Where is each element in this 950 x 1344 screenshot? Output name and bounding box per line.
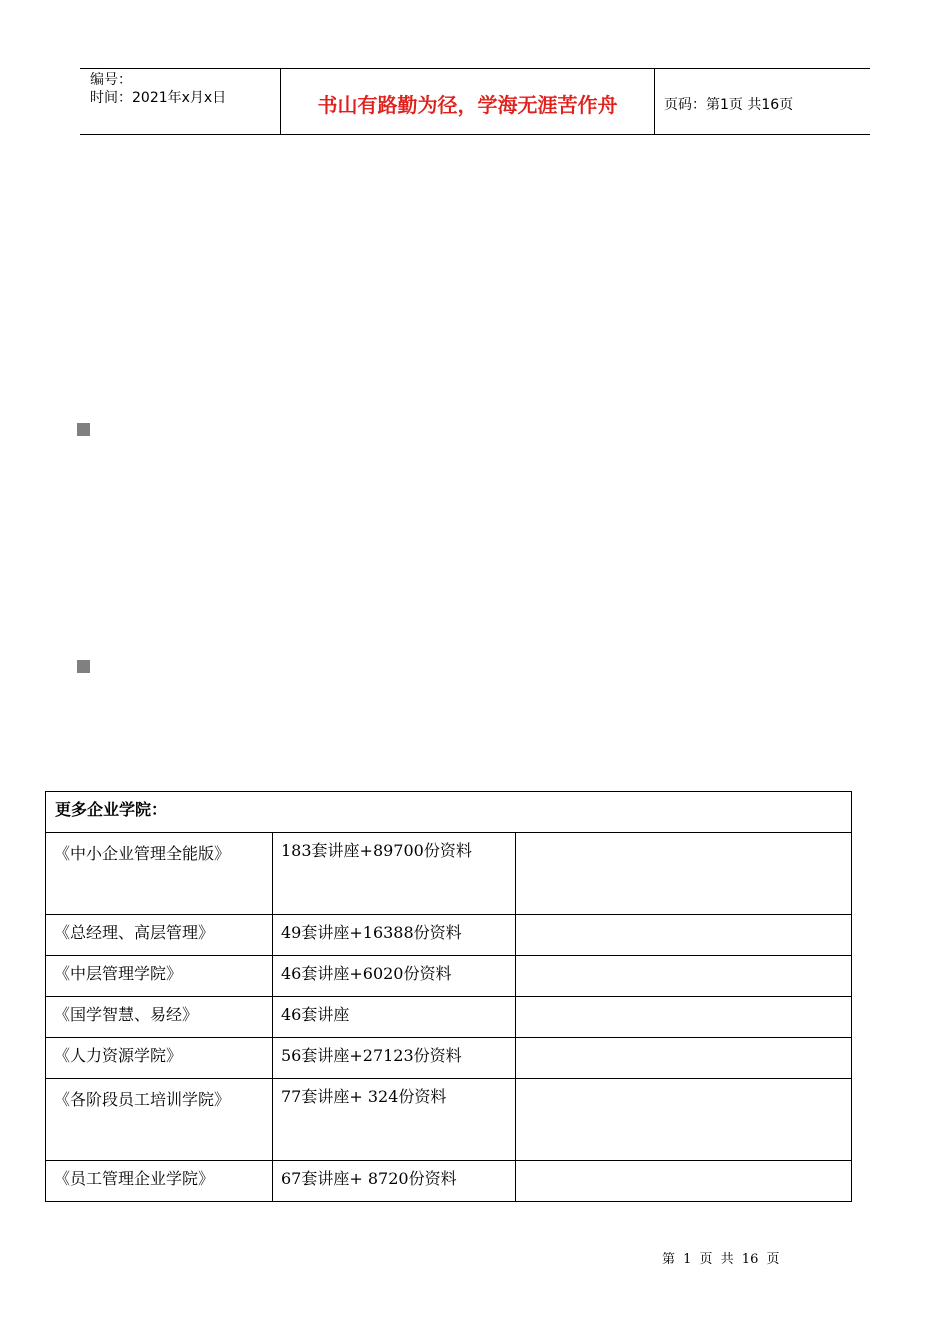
- table-row: [46, 1161, 852, 1202]
- header-motto: 书山有路勤为径，学海无涯苦作舟: [281, 69, 655, 134]
- course-count: 183套讲座+89700份资料: [273, 833, 516, 915]
- course-count: 46套讲座: [273, 997, 516, 1038]
- course-name: 《总经理、高层管理》: [46, 915, 273, 956]
- course-name: 《员工管理企业学院》: [46, 1161, 273, 1202]
- course-note: [516, 1161, 852, 1202]
- document-number-label: 编号：: [90, 72, 132, 88]
- course-count: 67套讲座+ 8720份资料: [273, 1161, 516, 1202]
- table-row: [46, 1038, 852, 1079]
- course-count: 56套讲座+27123份资料: [273, 1038, 516, 1079]
- course-name: 《人力资源学院》: [46, 1038, 273, 1079]
- course-note: [516, 956, 852, 997]
- course-name: 《中小企业管理全能版》: [46, 833, 273, 915]
- course-count: 46套讲座+6020份资料: [273, 956, 516, 997]
- bullet-square-icon: [77, 660, 90, 673]
- table-row: [46, 833, 852, 915]
- course-note: [516, 915, 852, 956]
- table-row: [46, 1079, 852, 1161]
- document-time-label: 时间：2021年x月x日: [90, 90, 227, 106]
- course-note: [516, 997, 852, 1038]
- catalog-caption: 更多企业学院：: [46, 792, 852, 833]
- table-row: [46, 997, 852, 1038]
- course-note: [516, 833, 852, 915]
- course-name: 《各阶段员工培训学院》: [46, 1079, 273, 1161]
- course-name: 《中层管理学院》: [46, 956, 273, 997]
- table-row: [46, 956, 852, 997]
- bullet-square-icon: [77, 423, 90, 436]
- header-meta: [80, 69, 281, 134]
- course-note: [516, 1079, 852, 1161]
- course-count: 77套讲座+ 324份资料: [273, 1079, 516, 1161]
- header-page-info: 页码：第1页 共16页: [664, 96, 794, 113]
- table-row: [46, 915, 852, 956]
- page-header: [80, 68, 870, 135]
- course-name: 《国学智慧、易经》: [46, 997, 273, 1038]
- page-footer-number: 第 1 页 共 16 页: [662, 1252, 780, 1267]
- course-count: 49套讲座+16388份资料: [273, 915, 516, 956]
- academy-catalog-table: [45, 791, 852, 1202]
- course-note: [516, 1038, 852, 1079]
